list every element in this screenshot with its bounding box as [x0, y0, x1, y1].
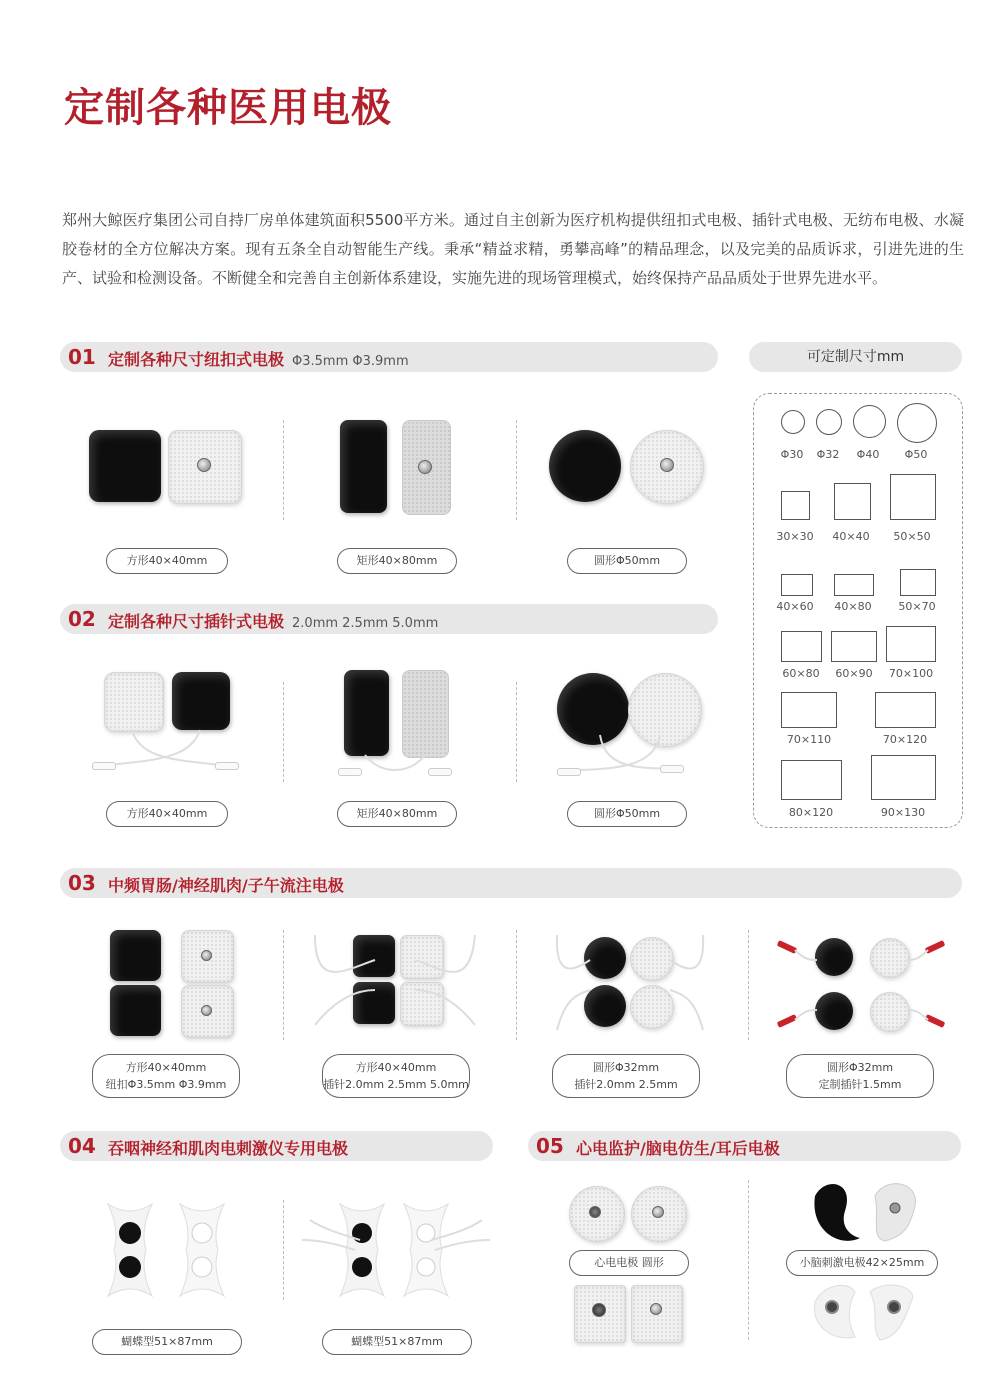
section-05-header [528, 1131, 961, 1161]
snap-stud-icon [418, 460, 432, 474]
rect-size-shape [871, 755, 936, 800]
size-label-line1: 圆形Φ32mm [826, 1061, 894, 1074]
lead-wires [795, 945, 930, 1030]
divider [516, 420, 517, 520]
product-label: 小脑刺激电极42×25mm [786, 1250, 938, 1276]
divider [516, 930, 517, 1040]
rect-size-shape [834, 574, 874, 596]
size-caption: 50×50 [893, 530, 931, 543]
size-label-line1: 圆形Φ32mm [592, 1061, 660, 1074]
section-02-header [60, 604, 718, 634]
size-label: 矩形40×80mm [337, 548, 457, 574]
rect-size-shape [781, 760, 842, 800]
section-number: 05 [536, 1134, 564, 1158]
section-number: 04 [68, 1134, 96, 1158]
cerebellum-electrodes [805, 1176, 940, 1246]
divider [283, 930, 284, 1040]
size-caption: 60×90 [835, 667, 873, 680]
lead-wires [305, 930, 485, 1040]
divider [748, 1180, 749, 1340]
section-number: 01 [68, 345, 96, 369]
size-caption: 40×60 [776, 600, 814, 613]
snap-stud-icon [650, 1303, 662, 1315]
size-caption: Φ32 [816, 448, 840, 461]
size-label [552, 1054, 700, 1098]
section-subtitle: 2.0mm 2.5mm 5.0mm [292, 616, 439, 631]
rect-size-shape [834, 483, 871, 520]
butterfly-lead-electrodes [300, 1200, 500, 1300]
size-label: 蝴蝶型51×87mm [92, 1329, 242, 1355]
grey-rect-lead-electrode [402, 670, 449, 758]
pin-connector-icon [557, 768, 581, 776]
section-title: 定制各种尺寸插针式电极 [108, 612, 285, 631]
size-caption: 70×100 [888, 667, 934, 680]
black-square-electrode [89, 430, 161, 502]
divider [283, 682, 284, 782]
black-rect-electrode [340, 420, 387, 513]
size-label-line2: 定制插针1.5mm [818, 1078, 902, 1091]
intro-paragraph: 郑州大鲸医疗集团公司自持厂房单体建筑面积5500平方米。通过自主创新为医疗机构提供纽扣式电极、插针式电极、无纺布电极、水凝胶卷材的全方位解决方案。现有五条全自动智能生产线。秉承“精益求精，勇攀高峰”的精品理念，以及完美的品质诉求，引进先进的生产、试验和检测设备。不断健全和完善自主创新体系建设，实施先进的现场管理模式，始终保持产品品质处于世界先进水平。 [62, 211, 964, 287]
size-label: 方形40×40mm [106, 801, 228, 827]
rect-size-shape [900, 569, 936, 596]
snap-stud-icon [652, 1206, 664, 1218]
snap-stud-icon [592, 1303, 606, 1317]
size-label: 矩形40×80mm [337, 801, 457, 827]
section-title: 吞咽神经和肌肉电刺激仪专用电极 [108, 1139, 349, 1158]
size-label-line1: 方形40×40mm [355, 1061, 437, 1074]
size-label: 圆形Φ50mm [567, 801, 687, 827]
size-caption: 80×120 [788, 806, 834, 819]
rect-size-shape [781, 491, 810, 520]
size-label-line1: 方形40×40mm [125, 1061, 207, 1074]
size-caption: 50×70 [898, 600, 936, 613]
rect-size-shape [886, 626, 936, 662]
section-title: 定制各种尺寸纽扣式电极 [108, 350, 285, 369]
section-subtitle: Φ3.5mm Φ3.9mm [292, 354, 409, 369]
size-label: 蝴蝶型51×87mm [322, 1329, 472, 1355]
rect-size-shape [781, 574, 813, 596]
section-03-header [60, 868, 962, 898]
black-square-electrode [110, 930, 161, 981]
pin-connector-icon [338, 768, 362, 776]
black-square-electrode [110, 985, 161, 1036]
size-label [322, 1054, 470, 1098]
lead-wires [545, 930, 715, 1040]
size-caption: 90×130 [880, 806, 926, 819]
size-label [92, 1054, 240, 1098]
size-caption: 40×40 [832, 530, 870, 543]
divider [516, 682, 517, 782]
product-label: 心电电极 圆形 [569, 1250, 689, 1276]
snap-stud-icon [197, 458, 211, 472]
black-round-electrode [549, 430, 621, 502]
snap-stud-icon [589, 1206, 601, 1218]
rect-size-shape [831, 631, 877, 662]
size-label-line2: 插针2.0mm 2.5mm 5.0mm [323, 1078, 469, 1091]
size-caption: 70×110 [786, 733, 832, 746]
divider [283, 420, 284, 520]
section-title: 心电监护/脑电仿生/耳后电极 [576, 1139, 780, 1158]
divider [283, 1200, 284, 1300]
snap-stud-icon [201, 1005, 212, 1016]
size-caption: Φ30 [780, 448, 804, 461]
section-title: 中频胃肠/神经肌肉/子午流注电极 [108, 876, 344, 895]
section-01-header [60, 342, 718, 372]
snap-stud-icon [660, 458, 674, 472]
section-04-header [60, 1131, 493, 1161]
circle-size-shape [781, 410, 805, 434]
rect-size-shape [890, 474, 936, 520]
size-caption: 60×80 [782, 667, 820, 680]
size-label-line2: 插针2.0mm 2.5mm [574, 1078, 678, 1091]
black-rect-lead-electrode [344, 670, 389, 756]
pin-connector-icon [428, 768, 452, 776]
circle-size-shape [816, 409, 842, 435]
section-number: 02 [68, 607, 96, 631]
section-number: 03 [68, 871, 96, 895]
circle-size-shape [853, 405, 886, 438]
rect-size-shape [781, 631, 822, 662]
lead-wires [90, 720, 250, 780]
size-label [786, 1054, 934, 1098]
rect-size-shape [781, 692, 837, 728]
size-caption: Φ50 [904, 448, 928, 461]
size-label: 圆形Φ50mm [567, 548, 687, 574]
size-caption: 40×80 [834, 600, 872, 613]
sizes-header: 可定制尺寸mm [749, 342, 962, 372]
pin-connector-icon [660, 765, 684, 773]
pin-connector-icon [92, 762, 116, 770]
size-caption: Φ40 [856, 448, 880, 461]
size-label-line2: 纽扣Φ3.5mm Φ3.9mm [105, 1078, 227, 1091]
size-caption: 70×120 [882, 733, 928, 746]
circle-size-shape [897, 403, 937, 443]
butterfly-electrode-white [172, 1200, 232, 1300]
page-title: 定制各种医用电极 [64, 85, 392, 131]
size-label: 方形40×40mm [106, 548, 228, 574]
snap-stud-icon [201, 950, 212, 961]
divider [748, 930, 749, 1040]
butterfly-electrode-black [100, 1200, 160, 1300]
size-caption: 30×30 [776, 530, 814, 543]
ear-electrodes [810, 1282, 920, 1342]
rect-size-shape [875, 692, 936, 728]
pin-connector-icon [215, 762, 239, 770]
